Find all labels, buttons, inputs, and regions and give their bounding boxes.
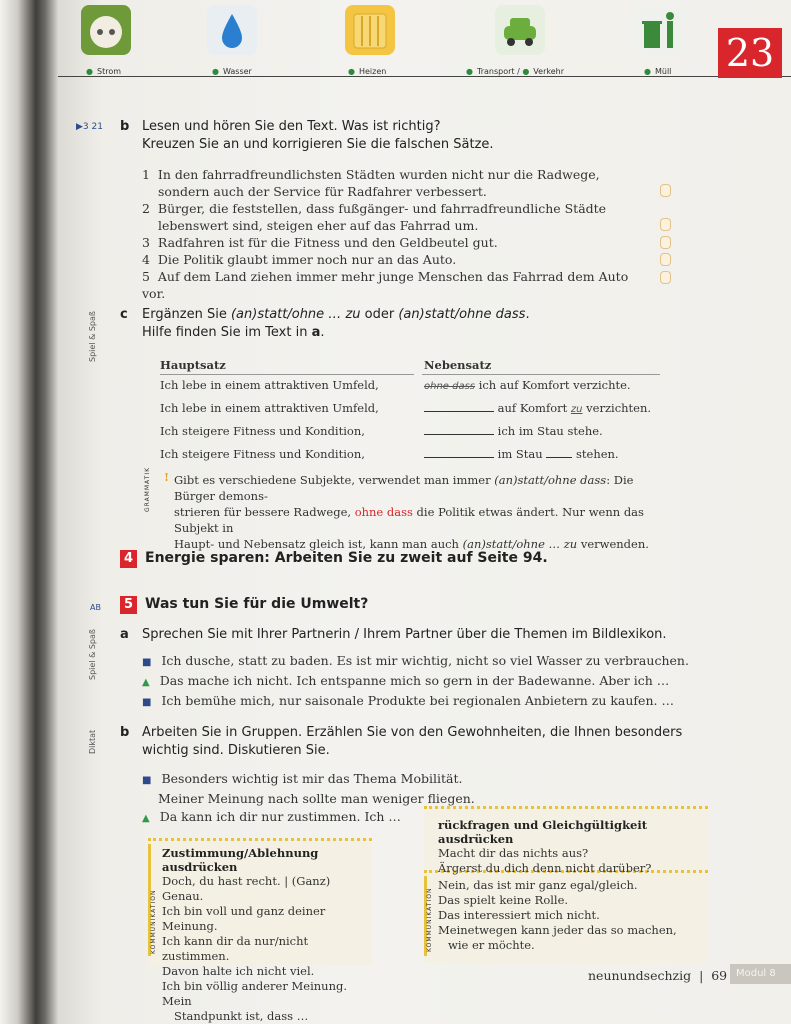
task-5-heading: 5 Was tun Sie für die Umwelt? xyxy=(120,596,368,614)
sentence-1-cont: sondern auch der Service für Radfahrer verbessert. xyxy=(158,184,487,199)
task-5a-instruction: Sprechen Sie mit Ihrer Partnerin / Ihrem Partner über die Themen im Bildlexikon. xyxy=(142,627,667,642)
power-socket-icon xyxy=(80,4,132,56)
task-b-letter: b xyxy=(120,119,130,134)
trash-icon xyxy=(632,4,684,56)
table-row-1-sub: ohne dass ich auf Komfort verzichte. xyxy=(424,378,631,392)
table-row-2-sub: auf Komfort zu verzichten. xyxy=(424,401,651,415)
table-head-main: Hauptsatz xyxy=(160,358,226,372)
box-agreement-content xyxy=(162,846,372,1024)
sentence-5: 5 Auf dem Land ziehen immer mehr junge Menschen das Fahrrad dem Auto vor. xyxy=(142,269,629,301)
side-label-spiel-2: Spiel & Spaß xyxy=(88,629,97,680)
box-agreement-title: Zustimmung/Ablehnung ausdrücken xyxy=(162,846,319,874)
box-agreement-line: Doch, du hast recht. | (Ganz) Genau. xyxy=(162,874,331,903)
task-5b-letter: b xyxy=(120,725,130,740)
ab-marker: AB xyxy=(90,603,101,612)
table-row-2-main: Ich lebe in einem attraktiven Umfeld, xyxy=(160,401,379,415)
task-5a-letter: a xyxy=(120,627,129,642)
grammar-note: Gibt es verschiedene Subjekte, verwendet man immer (an)statt/ohne dass: Die Bürger demons- strieren für bessere Radwege, ohne dass die Politik etwas ändert. Nur wenn das Subjekt in Haupt- und Nebensatz gleich ist, kann man auch (an)statt/ohne … zu verwenden. xyxy=(174,473,649,551)
box-indifference-line: Nein, das ist mir ganz egal/gleich. xyxy=(438,878,638,892)
radiator-icon xyxy=(344,4,396,56)
topic-label-muell: ● Müll xyxy=(644,67,672,76)
task-c-letter: c xyxy=(120,307,128,322)
topic-label-strom: ● Strom xyxy=(86,67,121,76)
box-indifference-line: Das spielt keine Rolle. xyxy=(438,893,569,907)
box-indifference-line: Macht dir das nichts aus? xyxy=(438,846,589,860)
task-5a-dialogue xyxy=(142,652,689,712)
grammar-label: GRAMMATIK xyxy=(144,466,151,512)
checkbox-5[interactable] xyxy=(660,271,671,284)
side-label-spiel: Spiel & Spaß xyxy=(88,311,97,362)
sentence-1: 1 In den fahrradfreundlichsten Städten wurden nicht nur die Radwege, xyxy=(142,167,600,182)
chapter-number: 23 xyxy=(718,28,782,78)
task-c-instruction: Ergänzen Sie (an)statt/ohne … zu oder (an)statt/ohne dass. Hilfe finden Sie im Text in a. xyxy=(142,307,530,340)
page-footer: neunundsechzig | 69 xyxy=(588,968,728,983)
box-agreement-line: Ich bin völlig anderer Meinung. Mein xyxy=(162,979,347,1008)
table-row-3-main: Ich steigere Fitness und Kondition, xyxy=(160,424,365,438)
sentence-2: 2 Bürger, die feststellen, dass fußgänger- und fahrradfreundliche Städte xyxy=(142,201,607,216)
box-agreement-line: Ich bin voll und ganz deiner Meinung. xyxy=(162,904,326,933)
checkbox-2[interactable] xyxy=(660,218,671,231)
table-row-4-sub: im Stau stehen. xyxy=(424,447,619,461)
square-bullet-icon: ■ xyxy=(142,775,152,786)
car-icon xyxy=(494,4,546,56)
checkbox-4[interactable] xyxy=(660,253,671,266)
box-agreement-line: Davon halte ich nicht viel. xyxy=(162,964,315,978)
dialogue-line-1: ■ Ich dusche, statt zu baden. Es ist mir wichtig, nicht so viel Wasser zu verbrauchen. xyxy=(142,653,689,668)
box-indifference-line: Meinetwegen kann jeder das so machen, xyxy=(438,923,677,937)
table-head-sub: Nebensatz xyxy=(424,358,492,372)
box-indifference-bottom xyxy=(438,878,708,953)
box-indifference-line: Das interessiert mich nicht. xyxy=(438,908,600,922)
box-agreement-line: Ich kann dir da nur/nicht zustimmen. xyxy=(162,934,309,963)
square-bullet-icon: ■ xyxy=(142,697,152,708)
task-b-instruction: Lesen und hören Sie den Text. Was ist richtig? Kreuzen Sie an und korrigieren Sie die falschen Sätze. xyxy=(142,119,494,152)
box-indifference-top xyxy=(438,818,708,876)
book-spine xyxy=(0,0,58,1024)
sentence-2-cont: lebenswert sind, steigen eher auf das Fahrrad um. xyxy=(158,218,479,233)
top-rule xyxy=(58,76,791,77)
sentence-3: 3 Radfahren ist für die Fitness und den Geldbeutel gut. xyxy=(142,235,498,250)
triangle-bullet-icon: ▲ xyxy=(142,813,150,824)
side-label-diktat: Diktat xyxy=(88,729,97,754)
table-row-1-main: Ich lebe in einem attraktiven Umfeld, xyxy=(160,378,379,392)
modul-badge: Modul 8 xyxy=(730,964,791,984)
box-indifference-line: wie er möchte. xyxy=(448,938,535,952)
topic-label-wasser: ● Wasser xyxy=(212,67,252,76)
dialogue-line-3: ■ Ich bemühe mich, nur saisonale Produkte bei regionalen Anbietern zu kaufen. … xyxy=(142,693,674,708)
box-indifference-line: Ärgerst du dich denn nicht darüber? xyxy=(438,861,652,875)
triangle-bullet-icon: ▲ xyxy=(142,677,150,688)
dialogue-b-line-1: ■ Besonders wichtig ist mir das Thema Mobilität. xyxy=(142,771,463,786)
checkbox-1[interactable] xyxy=(660,184,671,197)
table-row-4-main: Ich steigere Fitness und Kondition, xyxy=(160,447,365,461)
table-row-3-sub: ich im Stau stehe. xyxy=(424,424,603,438)
box-indifference-label: KOMMUNIKATION xyxy=(426,887,433,952)
task-4-heading: 4 Energie sparen: Arbeiten Sie zu zweit auf Seite 94. xyxy=(120,550,548,568)
topic-label-transport: ● Transport / ● Verkehr xyxy=(466,67,564,76)
exclamation-icon: ! xyxy=(164,470,170,484)
sentence-4: 4 Die Politik glaubt immer noch nur an das Auto. xyxy=(142,252,457,267)
dialogue-b-line-2: ▲ Da kann ich dir nur zustimmen. Ich … xyxy=(142,809,401,824)
box-agreement-line: Standpunkt ist, dass … xyxy=(174,1009,309,1023)
box-agreement-label: KOMMUNIKATION xyxy=(150,889,157,954)
dialogue-b-line-1-cont: Meiner Meinung nach sollte man weniger fliegen. xyxy=(158,791,475,806)
task-5b-instruction: Arbeiten Sie in Gruppen. Erzählen Sie von den Gewohnheiten, die Ihnen besonders wichtig sind. Diskutieren Sie. xyxy=(142,725,683,758)
water-drop-icon xyxy=(206,4,258,56)
audio-track-marker: ▶3 21 xyxy=(76,122,103,132)
dialogue-line-2: ▲ Das mache ich nicht. Ich entspanne mich so gern in der Badewanne. Aber ich … xyxy=(142,673,670,688)
task-b-sentences xyxy=(142,166,652,302)
topic-label-heizen: ● Heizen xyxy=(348,67,387,76)
checkbox-3[interactable] xyxy=(660,236,671,249)
square-bullet-icon: ■ xyxy=(142,657,152,668)
box-indifference-title: rückfragen und Gleichgültigkeit ausdrücken xyxy=(438,818,648,846)
